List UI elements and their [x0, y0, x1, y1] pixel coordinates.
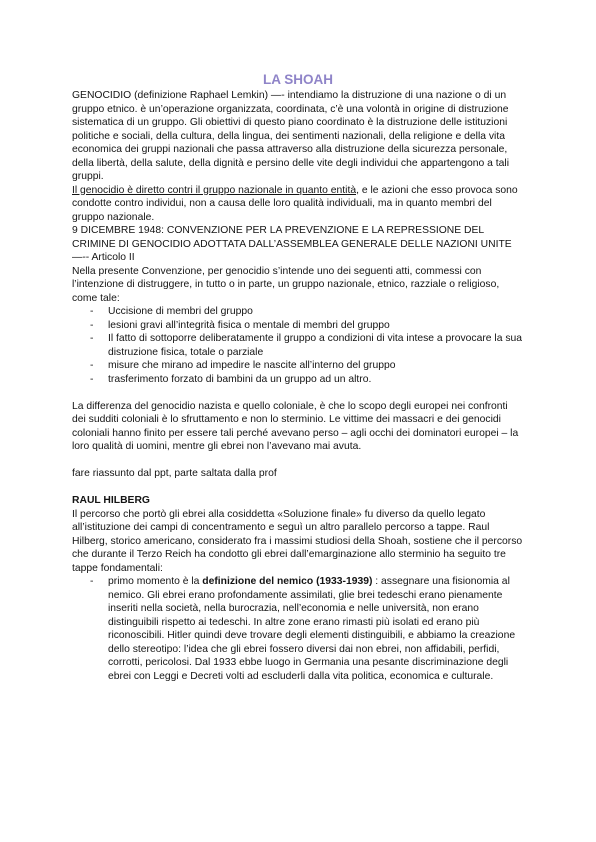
spacer — [72, 454, 524, 468]
paragraph-note: fare riassunto dal ppt, parte saltata dalla prof — [72, 468, 277, 479]
convention-heading: 9 DICEMBRE 1948: CONVENZIONE PER LA PREVENZIONE E LA REPRESSIONE DEL CRIMINE DI GENOCIDIO ADOTTATA DALL’ASSEMBLEA GENERALE DELLE NAZIONI UNITE —-- Articolo II — [72, 225, 512, 263]
document-page — [72, 72, 524, 683]
spacer — [72, 386, 524, 400]
statement-continuation: e le azioni che esso provoca sono condotte contro individui, non a causa delle loro qualità individuali, ma in quanto membri del gruppo nazionale. — [72, 184, 518, 223]
tappa-bold-term: definizione del nemico (1933-1939) — [202, 576, 373, 587]
spacer — [72, 481, 524, 495]
paragraph-convention: Nella presente Convenzione, per genocidio s’intende uno dei seguenti atti, commessi con l’intenzione di distruggere, in tutto o in parte, un gruppo nazionale, etnico, razziale o religioso, come tale: — [72, 265, 500, 304]
list-item: - misure che mirano ad impedire le nascite all’interno del gruppo — [72, 359, 524, 373]
document-title: LA SHOAH — [263, 72, 333, 87]
paragraph-differenza: La differenza del genocidio nazista e quello coloniale, è che lo scopo degli europei nei confronti dei sudditi coloniali è lo sfruttamento e non lo sterminio. Le vittime dei massacri e dei genocidi coloniali hanno finito per essere tali perché avevano perso – agli occhi dei dominatori europei – la loro qualità di uomini, mentre gli ebrei non l’avevano mai avuta. — [72, 400, 519, 452]
list-item: - Uccisione di membri del gruppo — [72, 305, 524, 319]
section-heading-hilberg: RAUL HILBERG — [72, 495, 150, 506]
paragraph-genocidio-target — [72, 184, 524, 225]
list-item: - Il fatto di sottoporre deliberatamente il gruppo a condizioni di vita intese a provocare la sua distruzione fisica, totale o parziale — [72, 332, 524, 359]
tappe-list — [72, 575, 524, 683]
paragraph-hilberg: Il percorso che portò gli ebrei alla cosiddetta «Soluzione finale» fu diverso da quello legato all’istituzione dei campi di concentramento e seguì un altro parallelo percorso a tappe. Raul Hilberg, storico americano, considerato fra i massimi studiosi della Shoah, sostiene che il percorso che durante il Terzo Reich ha condotto gli ebrei dall’emarginazione allo sterminio ha seguito tre tappe fondamentali: — [72, 508, 523, 574]
genocide-acts-list — [72, 305, 524, 386]
tappa-text-pre: primo momento è la — [108, 576, 203, 587]
tappa-text-post: : assegnare una fisionomia al nemico. Gli ebrei erano profondamente assimilati, glie brei tedeschi erano pienamente inseriti nella società, nella burocrazia, nell’economia e nelle università, non erano distinguibili rispetto ai tedeschi. In altre zone erano rimasti più isolati ed erano più riconoscibili. Hitler quindi deve trovare degli elementi distinguibili, e abbiamo la creazione dello stereotipo: l’idea che gli ebrei fossero diversi dai non ebrei, non affidabili, perfidi, corrotti, pericolosi. Dal 1933 ebbe luogo in Germania una pesante discriminazione degli ebrei con Leggi e Decreti volti ad escluderli dalla vita politica, economica e culturale. — [108, 576, 516, 682]
list-item: - lesioni gravi all’integrità fisica o mentale di membri del gruppo — [72, 319, 524, 333]
list-item — [72, 575, 524, 683]
list-item: - trasferimento forzato di bambini da un gruppo ad un altro. — [72, 373, 524, 387]
paragraph-genocidio-definition: GENOCIDIO (definizione Raphael Lemkin) —- intendiamo la distruzione di una nazione o di un gruppo etnico. è un’operazione organizzata, coordinata, c’è una volontà in origine di distruzione sistematica di un gruppo. Gli obiettivi di questo piano coordinato è la distruzione delle istituzioni politiche e sociali, della cultura, della lingua, dei sentimenti nazionali, della religione e della vita economica dei gruppi nazionali che passa attraverso alla distruzione della sicurezza personale, della libertà, della salute, della dignità e persino delle vite degli individui che appartengono a tali gruppi. — [72, 90, 510, 182]
underlined-statement: Il genocidio è diretto contri il gruppo nazionale in quanto entità, — [72, 184, 359, 196]
